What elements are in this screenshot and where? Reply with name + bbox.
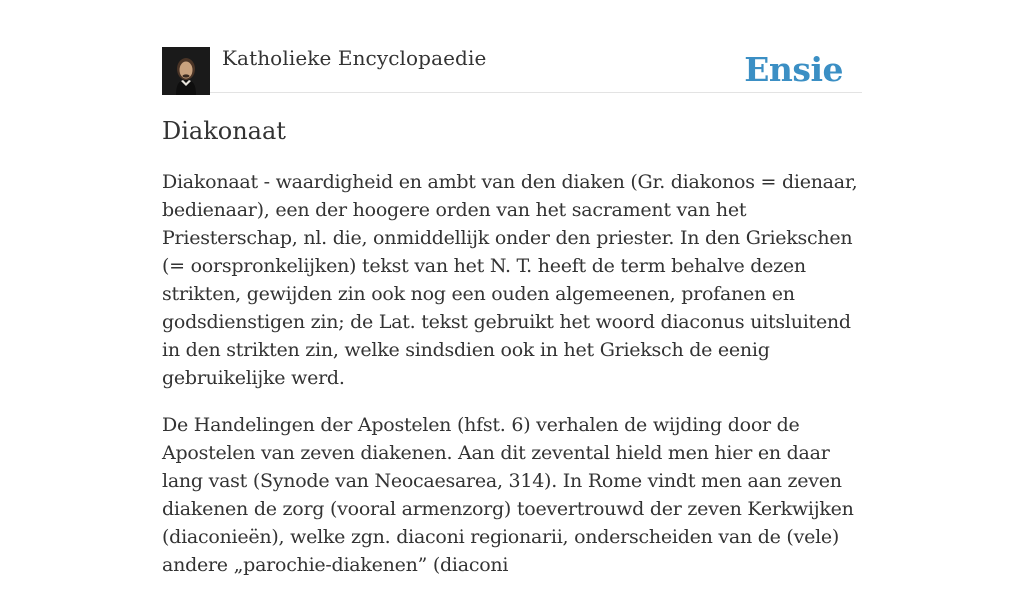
article-paragraph: Diakonaat - waardigheid en ambt van den diaken (Gr. diakonos = dienaar, bedienaar), een der hoogere orden van het sacrament van het Priesterschap, nl. die, onmiddellijk onder den priester. In den Griekschen (= oorspronkelijken) tekst van het N. T. heeft de term behalve dezen strikten, gewijden zin ook nog een ouden algemeenen, profanen en godsdienstigen zin; de Lat. tekst gebruikt het woord diaconus uitsluitend in den strikten zin, welke sindsdien ook in het Grieksch de eenig gebruikelijke werd. [162, 171, 858, 389]
page [162, 0, 862, 576]
article-body [162, 168, 868, 598]
article-paragraph: De Handelingen der Apostelen (hfst. 6) verhalen de wijding door de Apostelen van zeven diakenen. Aan dit zevental hield men hier en daar lang vast (Synode van Neocaesarea, 314). In Rome vindt men aan zeven diakenen de zorg (vooral armenzorg) toevertrouwd der zeven Kerkwijken (diaconieën), welke zgn. diaconi regionarii, onderscheiden van de (vele) andere „parochie-diakenen” (diaconi [162, 414, 854, 576]
page-title: Diakonaat [162, 117, 286, 145]
source-avatar[interactable] [162, 47, 210, 95]
source-name[interactable]: Katholieke Encyclopaedie [222, 46, 487, 70]
ensie-logo[interactable]: Ensie [744, 50, 843, 89]
header [162, 0, 862, 93]
portrait-avatar-icon [162, 47, 210, 95]
